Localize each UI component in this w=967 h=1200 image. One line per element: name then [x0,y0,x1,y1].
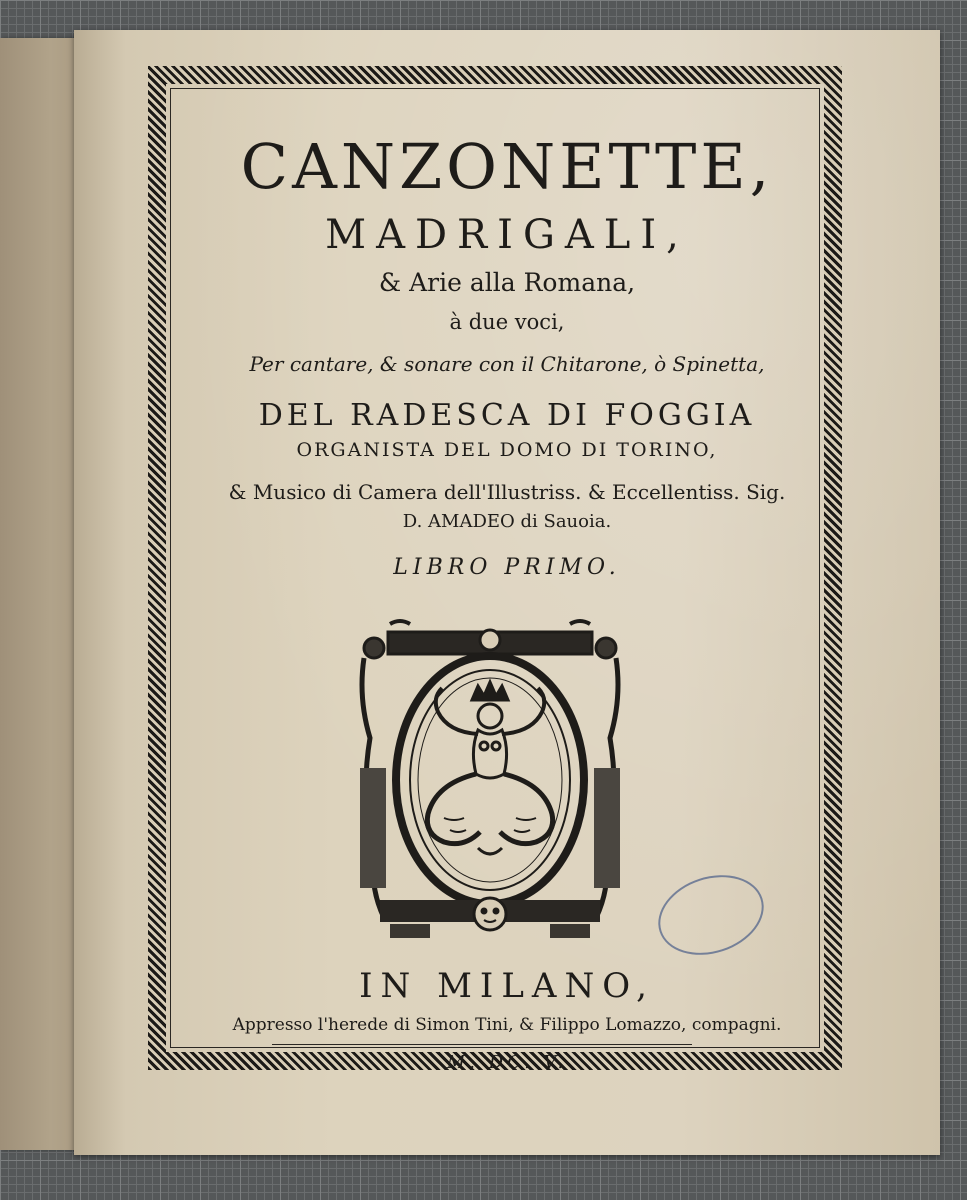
subtitle-line-1: & Arie alla Romana, [378,268,636,297]
title-line-1: CANZONETTE, [240,130,774,203]
place-of-publication: IN MILANO, [359,966,655,1006]
printer-line: Appresso l'herede di Simon Tini, & Filippo Lomazzo, compagni. [232,1015,782,1035]
title-line-2: MADRIGALI, [325,212,689,258]
subtitle-line-2: à due voci, [449,310,565,334]
publication-date: M. DC. V. [446,1052,568,1073]
patron-line-2: D. AMADEO di Sauoia. [402,511,612,532]
author-role: ORGANISTA DEL DOMO DI TORINO, [296,439,718,461]
imprint-rule [272,1044,692,1045]
printers-device-icon [350,618,630,942]
book-number: LIBRO PRIMO. [393,555,621,580]
title-page [74,30,940,1155]
patron-line-1: & Musico di Camera dell'Illustriss. & Eccellentiss. Sig. [228,480,786,504]
instruments-line: Per cantare, & sonare con il Chitarone, ò Spinetta, [249,352,765,376]
author-name: DEL RADESCA DI FOGGIA [258,398,756,433]
